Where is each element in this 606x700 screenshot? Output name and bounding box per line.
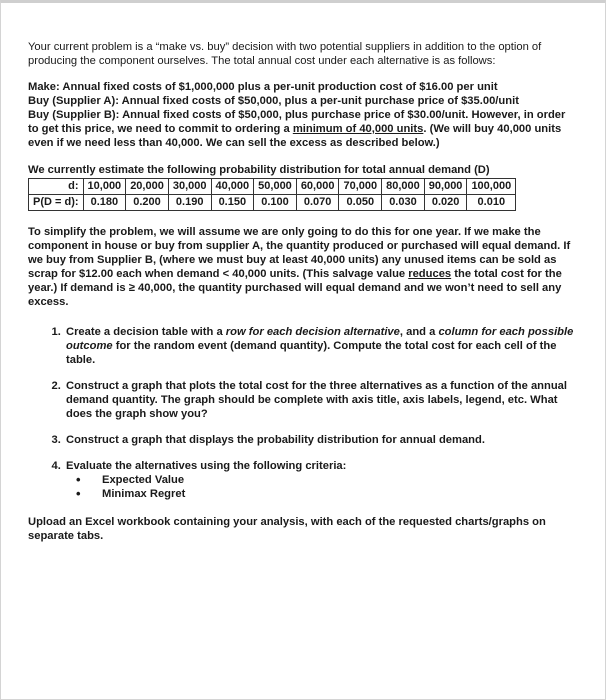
make-text: Annual fixed costs of $1,000,000 plus a per-unit production cost of $16.00 per unit: [59, 81, 498, 93]
probability-cell: 0.070: [296, 195, 339, 211]
demand-row: [29, 179, 516, 195]
q1-text-after: for the random event (demand quantity). Compute the total cost for each cell of the table.: [66, 340, 557, 366]
criteria-label: Minimax Regret: [102, 488, 186, 500]
intro-paragraph: Your current problem is a “make vs. buy” decision with two potential suppliers in addition to the option of producing the component ourselves. The total annual cost under each alternative is as follows:: [28, 41, 542, 67]
supplier-a-label: Buy (Supplier A):: [28, 95, 119, 107]
criteria-label: Expected Value: [102, 474, 185, 486]
criteria-item: [76, 473, 578, 487]
demand-cell: 60,000: [296, 179, 339, 195]
probability-cell: 0.180: [83, 195, 126, 211]
supplier-a-line: [28, 94, 578, 108]
demand-cell: 30,000: [168, 179, 211, 195]
demand-cell: 70,000: [339, 179, 382, 195]
probability-row: [29, 195, 516, 211]
probability-table: [28, 178, 516, 211]
make-line: [28, 80, 578, 94]
make-label: Make:: [28, 81, 60, 93]
probability-cell: 0.010: [467, 195, 516, 211]
supplier-b-label: Buy (Supplier B):: [28, 109, 120, 121]
question-1: [64, 325, 578, 367]
demand-cell: 90,000: [424, 179, 467, 195]
probability-label: P(D = d):: [29, 195, 84, 211]
probability-cell: 0.200: [126, 195, 169, 211]
simplify-text-after: the total cost for the year.) If demand is ≥ 40,000, the quantity purchased will equal demand and we won’t need to sell any excess.: [28, 268, 562, 308]
q1-emphasis-row: row for each decision alternative: [225, 326, 400, 338]
demand-label: d:: [29, 179, 84, 195]
question-3: 3. Construct a graph that displays the probability distribution for annual demand.: [64, 433, 578, 447]
simplify-paragraph: [28, 225, 578, 309]
demand-cell: 40,000: [211, 179, 254, 195]
demand-cell: 10,000: [83, 179, 126, 195]
demand-cell: 100,000: [467, 179, 516, 195]
demand-cell: 80,000: [382, 179, 425, 195]
supplier-b-text: Annual fixed costs of $50,000, plus purchase price of $30.00/unit. However, in order to get this price, we need to commit to ordering a: [28, 109, 566, 135]
probability-cell: 0.190: [168, 195, 211, 211]
demand-cell: 20,000: [126, 179, 169, 195]
supplier-a-text: Annual fixed costs of $50,000, plus a per-unit purchase price of $35.00/unit: [118, 95, 519, 107]
probability-cell: 0.150: [211, 195, 254, 211]
simplify-text: To simplify the problem, we will assume we are only going to do this for one year. If we make the component in house or buy from supplier A, the quantity produced or purchased will equal demand. If we buy from Supplier B, (where we must buy at least 40,000 units) any unused items can be sold as scrap for $12.00 each when demand < 40,000 units. (This salvage value: [28, 226, 571, 280]
bullet-icon: •: [76, 486, 81, 501]
question-list: [28, 325, 578, 501]
simplify-reduces: reduces: [408, 268, 452, 280]
supplier-b-minimum: minimum of 40,000 units: [292, 123, 424, 135]
distribution-intro: We currently estimate the following probability distribution for total annual demand (D): [28, 164, 490, 176]
probability-cell: 0.050: [339, 195, 382, 211]
probability-cell: 0.100: [254, 195, 297, 211]
question-2: 2. Construct a graph that plots the total cost for the three alternatives as a function of the annual demand quantity. The graph should be complete with axis title, axis labels, legend, etc. What does the graph show you?: [64, 379, 578, 421]
demand-cell: 50,000: [254, 179, 297, 195]
probability-cell: 0.030: [382, 195, 425, 211]
question-4: [64, 459, 578, 501]
probability-cell: 0.020: [424, 195, 467, 211]
q4-text: Evaluate the alternatives using the following criteria:: [66, 460, 347, 472]
q1-text: Create a decision table with a: [66, 326, 226, 338]
supplier-b-line: [28, 108, 578, 150]
document-body: [28, 40, 578, 543]
bullet-icon: •: [76, 472, 81, 487]
criteria-list: [66, 473, 578, 501]
q1-emphasis-column: column for each possible outcome: [66, 326, 574, 352]
cost-structure: [28, 80, 578, 150]
criteria-item: [76, 487, 578, 501]
supplier-b-text-after: . (We will buy 40,000 units even if we need less than 40,000. We can sell the excess as described below.): [28, 123, 562, 149]
upload-instructions: Upload an Excel workbook containing your analysis, with each of the requested charts/graphs on separate tabs.: [28, 516, 546, 542]
q1-text-middle: , and a: [399, 326, 439, 338]
